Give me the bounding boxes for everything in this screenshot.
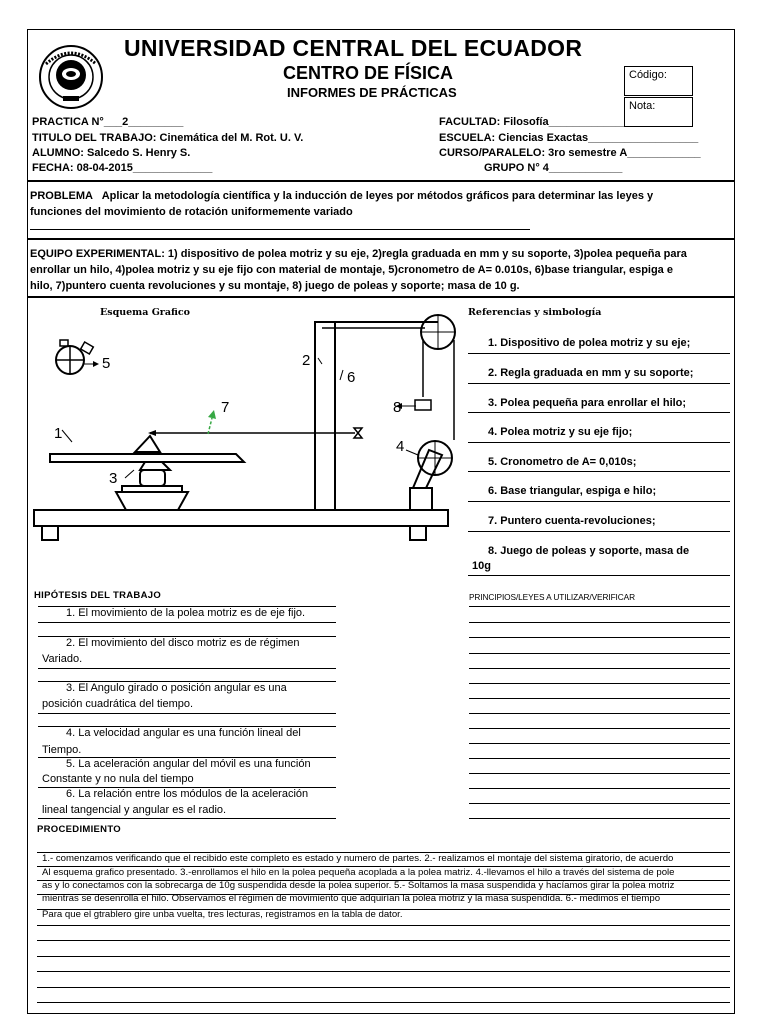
diagram-label-3: 3 — [109, 470, 118, 487]
hyp-line: 2. El movimiento del disco motriz es de régimen — [66, 637, 300, 649]
hyp-line: Variado. — [42, 653, 83, 665]
hyp-rule — [38, 606, 336, 607]
principios-rule — [469, 818, 730, 819]
ref-line — [468, 531, 730, 532]
principios-rule — [469, 803, 730, 804]
diagram-title: Esquema Grafico — [100, 307, 190, 318]
reference-item: 8. Juego de poleas y soporte, masa de — [488, 545, 690, 557]
facultad-field: FACULTAD: Filosofía____________________ — [439, 116, 671, 128]
hyp-line: lineal tangencial y angular es el radio. — [42, 804, 227, 816]
references-title: Referencias y simbología — [468, 307, 602, 318]
divider — [27, 296, 735, 298]
center-title: CENTRO DE FÍSICA — [283, 63, 454, 83]
procedimiento-title: PROCEDIMIENTO — [37, 824, 121, 835]
ref-line — [468, 442, 730, 443]
ref-line — [468, 471, 730, 472]
divider — [27, 238, 735, 240]
diagram-label-8: 8 — [393, 399, 402, 416]
problema-section — [30, 188, 730, 220]
principios-rule — [469, 758, 730, 759]
proc-rule — [37, 894, 730, 895]
ref-line — [468, 353, 730, 354]
report-subtitle: INFORMES DE PRÁCTICAS — [287, 85, 457, 100]
reference-item: 5. Cronometro de A= 0,010s; — [488, 456, 637, 468]
hyp-line: Constante y no nula del tiempo — [42, 773, 194, 785]
proc-line: mientras se desenrolla el hilo. Observamos el régimen de movimiento que adquirían la polea motriz y la masa suspendida. 6.- medimos el tiempo — [42, 893, 661, 904]
hyp-rule — [38, 713, 336, 714]
diagram-label-6: 6 — [347, 369, 356, 386]
equipo-section — [30, 246, 735, 294]
reference-item: 3. Polea pequeña para enrollar el hilo; — [488, 397, 687, 409]
proc-rule — [37, 909, 730, 910]
problema-line1: Aplicar la metodología científica y la inducción de leyes por métodos gráficos para determinar las leyes y — [101, 190, 654, 202]
proc-rule — [37, 971, 730, 972]
hyp-line: Tiempo. — [42, 744, 82, 756]
principios-rule — [469, 788, 730, 789]
hyp-rule — [38, 681, 336, 682]
principios-rule — [469, 728, 730, 729]
reference-item: 1. Dispositivo de polea motriz y su eje; — [488, 337, 691, 349]
problema-line2: funciones del movimiento de rotación uniformemente variado — [30, 206, 353, 218]
hyp-line: posición cuadrática del tiempo. — [42, 698, 194, 710]
principios-rule — [469, 743, 730, 744]
hyp-line: 3. El Angulo girado o posición angular es una — [66, 682, 287, 694]
hyp-rule — [38, 622, 336, 623]
note-label: Nota: — [629, 100, 656, 112]
proc-line: Para que el gtrablero gire unba vuelta, tres lecturas, registramos en la tabla de dator. — [42, 909, 403, 920]
titulo-field: TITULO DEL TRABAJO: Cinemática del M. Rot. U. V. — [32, 132, 304, 144]
university-title: UNIVERSIDAD CENTRAL DEL ECUADOR — [124, 35, 583, 61]
reference-item: 4. Polea motriz y su eje fijo; — [488, 426, 633, 438]
hyp-rule — [38, 636, 336, 637]
ref-line — [468, 412, 730, 413]
reference-item: 2. Regla graduada en mm y su soporte; — [488, 367, 694, 379]
hyp-rule — [38, 726, 336, 727]
hyp-line: 6. La relación entre los módulos de la aceleración — [66, 788, 309, 800]
hyp-rule — [38, 757, 336, 758]
code-label: Código: — [629, 69, 667, 81]
escuela-field: ESCUELA: Ciencias Exactas__________________ — [439, 132, 699, 144]
hipotesis-title: HIPÓTESIS DEL TRABAJO — [34, 590, 162, 601]
fecha-field: FECHA: 08-04-2015_____________ — [32, 162, 213, 174]
principios-rule — [469, 668, 730, 669]
ref-line — [468, 383, 730, 384]
proc-rule — [37, 852, 730, 853]
principios-title: PRINCIPIOS/LEYES A UTILIZAR/VERIFICAR — [469, 592, 635, 602]
principios-rule — [469, 683, 730, 684]
principios-rule — [469, 653, 730, 654]
grupo-field: GRUPO N° 4____________ — [484, 162, 623, 174]
proc-rule — [37, 866, 730, 867]
diagram-label-4: 4 — [396, 438, 405, 455]
university-seal — [34, 44, 108, 110]
divider — [27, 180, 735, 182]
hyp-line: 1. El movimiento de la polea motriz es de eje fijo. — [66, 607, 306, 619]
alumno-field: ALUMNO: Salcedo S. Henry S. — [32, 147, 191, 159]
principios-rule — [469, 698, 730, 699]
curso-field: CURSO/PARALELO: 3ro semestre A____________ — [439, 147, 701, 159]
diagram-label-2: 2 — [302, 352, 311, 369]
principios-rule — [469, 773, 730, 774]
equipo-line1: EQUIPO EXPERIMENTAL: 1) dispositivo de polea motriz y su eje, 2)regla graduada en mm y su soporte, 3)polea pequeña para — [30, 248, 687, 260]
proc-rule — [37, 1002, 730, 1003]
reference-item: 7. Puntero cuenta-revoluciones; — [488, 515, 656, 527]
proc-rule — [37, 880, 730, 881]
diagram-label-7: 7 — [221, 399, 230, 416]
principios-rule — [469, 606, 730, 607]
principios-rule — [469, 713, 730, 714]
reference-item-cont: 10g — [472, 560, 491, 572]
diagram-label-1: 1 — [54, 425, 63, 442]
ref-line — [468, 501, 730, 502]
principios-rule — [469, 637, 730, 638]
equipo-line3: hilo, 7)puntero cuenta revoluciones y su montaje, 8) juego de poleas y soporte; masa de 10 g. — [30, 280, 520, 292]
proc-rule — [37, 940, 730, 941]
proc-line: Al esquema grafico presentado. 3.-enrollamos el hilo en la polea pequeña acoplada a la polea matriz. 4.-llevamos el hilo a través del sistema de pole — [42, 867, 675, 878]
proc-rule — [37, 956, 730, 957]
equipo-line2: enrollar un hilo, 4)polea motriz y su eje fijo con material de montaje, 5)cronometro de A= 0.010s, 6)base triangular, espiga e — [30, 264, 673, 276]
diagram-label-5: 5 — [102, 355, 111, 372]
practica-field: PRACTICA N°___2_________ — [32, 116, 184, 128]
ref-line — [468, 575, 730, 576]
problema-underline — [30, 229, 530, 230]
proc-rule — [37, 925, 730, 926]
hyp-rule — [38, 668, 336, 669]
hyp-rule — [38, 818, 336, 819]
proc-line: as y lo conectamos con la sobrecarga de 10g suspendida desde la polea superior. 5.- Soltamos la masa suspendida y hacíamos girar la polea motriz — [42, 880, 675, 891]
hyp-rule — [38, 787, 336, 788]
hyp-line: 4. La velocidad angular es una función lineal del — [66, 727, 301, 739]
code-box[interactable] — [624, 66, 693, 96]
principios-rule — [469, 622, 730, 623]
problema-label: PROBLEMA — [30, 190, 93, 202]
hyp-line: 5. La aceleración angular del móvil es una función — [66, 758, 311, 770]
experiment-diagram — [30, 300, 460, 545]
reference-item: 6. Base triangular, espiga e hilo; — [488, 485, 657, 497]
proc-line: 1.- comenzamos verificando que el recibido este completo es estado y numero de partes. 2.- realizamos el montaje del sistema giratorio, de acuerdo — [42, 853, 674, 864]
proc-rule — [37, 987, 730, 988]
